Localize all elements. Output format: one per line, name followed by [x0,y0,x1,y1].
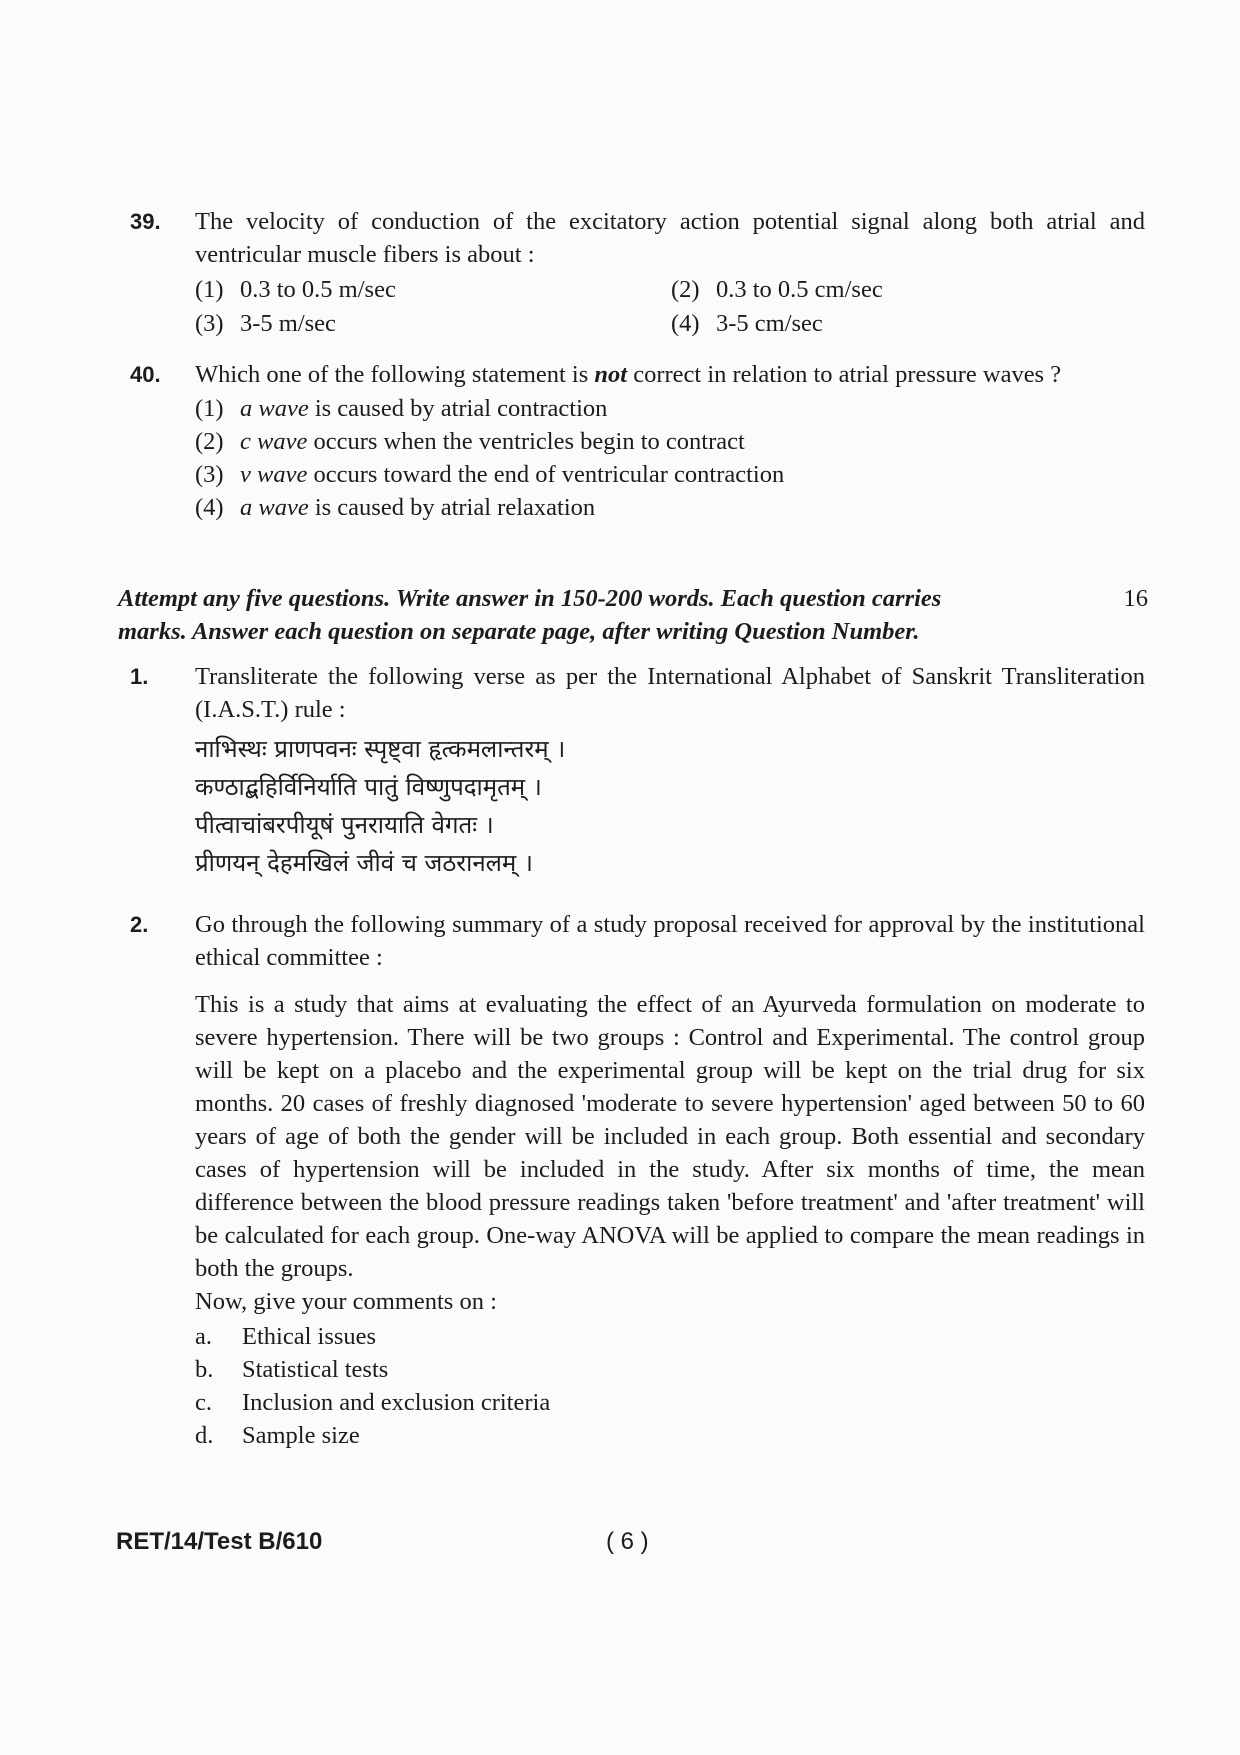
question-text: The velocity of conduction of the excitatory action potential signal along both atrial and ventricular muscle fibers is about : [195,208,1145,268]
question-2 [130,908,1145,1452]
verse-line: नाभिस्थः प्राणपवनः स्पृष्ट्वा हृत्कमलान्तरम् । [195,735,566,763]
option-4: (4) a wave is caused by atrial relaxation [195,494,596,521]
option-1: (1) 0.3 to 0.5 m/sec [195,276,396,303]
option-4: (4) 3-5 cm/sec [671,310,823,337]
list-item: d. Sample size [195,1422,360,1449]
question-number: 40. [130,362,161,387]
options-list [195,392,1145,524]
options-grid [195,273,1145,340]
page-number: ( 6 ) [606,1528,649,1555]
instructions-line-2: marks. Answer each question on separate page, after writing Question Number. [118,618,920,645]
comment-items [195,1320,1145,1452]
option-3: (3) v wave occurs toward the end of ventricular contraction [195,461,785,488]
verse-line: प्रीणयन् देहमखिलं जीवं च जठरानलम् । [195,849,533,877]
question-number: 1. [130,664,149,689]
option-2: (2) c wave occurs when the ventricles begin to contract [195,428,745,455]
list-item: c. Inclusion and exclusion criteria [195,1389,551,1416]
study-summary: This is a study that aims at evaluating the effect of an Ayurveda formulation on moderate to severe hypertension. There will be two groups : Control and Experimental. The control group will be kept on a placebo and the experimental group will be kept on the trial drug for six months. 20 cases of freshly diagnosed 'moderate to severe hypertension' aged between 50 to 60 years of age of both the gender will be included in each group. Both essential and secondary cases of hypertension will be included in the study. After six months of time, the mean difference between the blood pressure readings taken 'before treatment' and 'after treatment' will be calculated for each group. One-way ANOVA will be applied to compare the mean readings in both the groups. [195,991,1145,1282]
option-1: (1) a wave is caused by atrial contraction [195,395,608,422]
question-number: 2. [130,912,149,937]
page-footer [116,1528,1116,1562]
section-instructions [118,582,1148,648]
sanskrit-verse [195,730,1145,882]
list-item: a. Ethical issues [195,1323,377,1350]
comment-prompt: Now, give your comments on : [195,1288,497,1315]
marks-value: 16 [1123,585,1148,612]
verse-line: पीत्वाचांबरपीयूषं पुनरायाति वेगतः । [195,811,494,839]
option-3: (3) 3-5 m/sec [195,310,336,337]
question-intro: Go through the following summary of a study proposal received for approval by the institutional ethical committee : [195,911,1145,971]
question-40 [130,358,1145,524]
question-39 [130,205,1145,340]
instructions-line-1: Attempt any five questions. Write answer in 150-200 words. Each question carries [118,585,942,612]
verse-line: कण्ठाद्बहिर्विनिर्याति पातुं विष्णुपदामृतम् । [195,773,542,801]
list-item: b. Statistical tests [195,1356,389,1383]
question-number: 39. [130,209,161,234]
paper-code: RET/14/Test B/610 [116,1528,323,1555]
question-1 [130,660,1145,882]
question-text: Transliterate the following verse as per the International Alphabet of Sanskrit Transliteration (I.A.S.T.) rule : [195,663,1145,723]
option-2: (2) 0.3 to 0.5 cm/sec [671,276,883,303]
question-text: Which one of the following statement is not correct in relation to atrial pressure waves ? [195,361,1062,388]
